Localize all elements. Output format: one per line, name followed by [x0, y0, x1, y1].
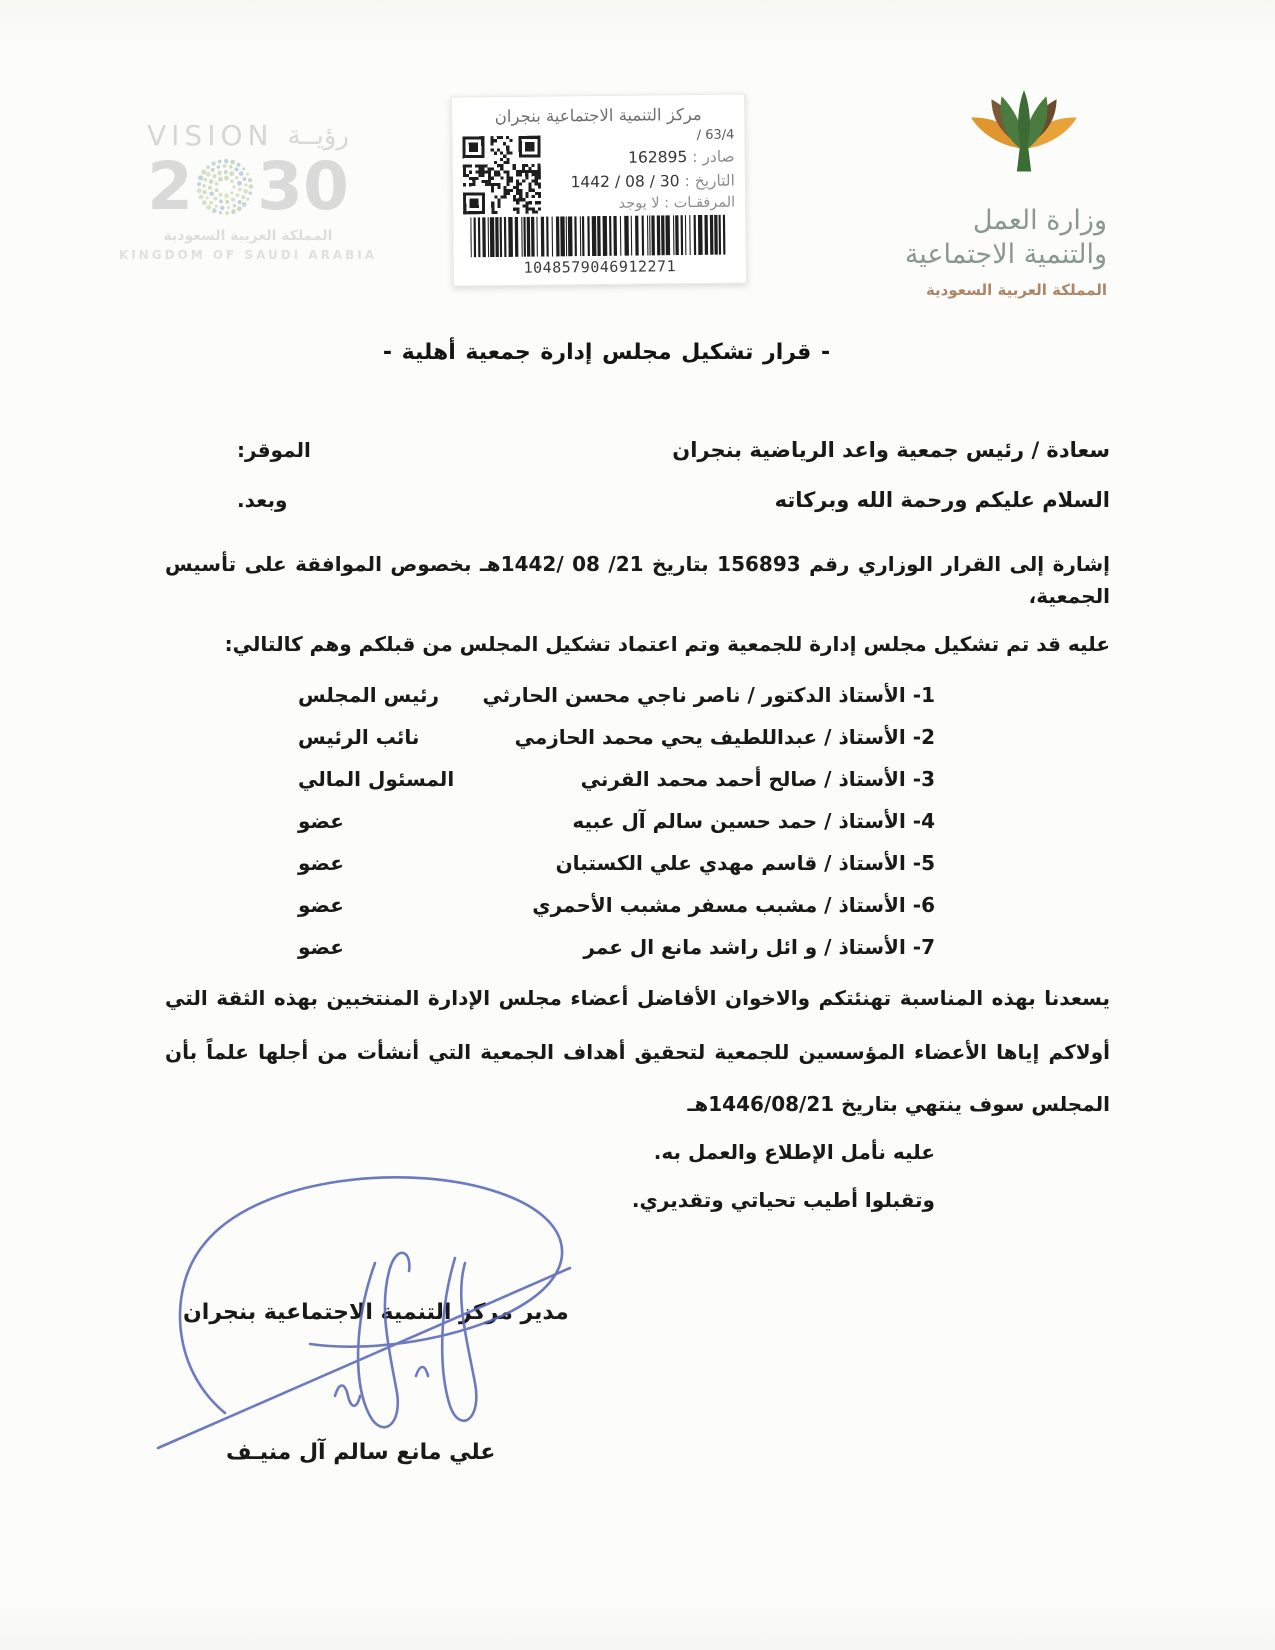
greeting-suffix: وبعد. [237, 488, 288, 512]
board-member-row [165, 716, 1110, 758]
member-role: عضو [298, 893, 344, 917]
board-member-row [165, 926, 1110, 968]
saudi-emblem-icon [195, 157, 255, 217]
vision-2030-logo [103, 119, 393, 262]
member-name-text: الأستاذ / مشبب مسفر مشبب الأحمري [532, 893, 906, 917]
stamp-attachments-value: لا يوجد [618, 195, 660, 212]
barcode-icon [470, 215, 728, 258]
ministry-logo [862, 88, 1107, 299]
greeting-row [165, 488, 1110, 512]
board-member-row [165, 800, 1110, 842]
member-name-text: الأستاذ / قاسم مهدي علي الكستبان [555, 851, 906, 875]
addressee-honorific: الموقر: [237, 438, 311, 462]
board-member-row [165, 842, 1110, 884]
registry-stamp [451, 93, 747, 286]
member-name-text: الأستاذ الدكتور / ناصر ناجي محسن الحارثي [482, 683, 906, 707]
board-member-row [165, 674, 1110, 716]
vision-year-left: 2 [147, 148, 194, 225]
ministry-name-line2: والتنمية الاجتماعية [904, 238, 1107, 270]
member-number: 6- [912, 893, 935, 917]
member-role: رئيس المجلس [298, 683, 440, 707]
member-number: 2- [912, 725, 935, 749]
ministry-name-line1: وزارة العمل [972, 205, 1107, 236]
closing-line-3: المجلس سوف ينتهي بتاريخ 1446/08/21هـ [687, 1092, 1110, 1116]
member-name [581, 767, 935, 791]
greeting: السلام عليكم ورحمة الله وبركاته [774, 488, 1110, 512]
qr-code-icon [462, 135, 541, 214]
member-name [515, 725, 935, 749]
member-role: عضو [298, 935, 344, 959]
member-role: نائب الرئيس [298, 725, 420, 749]
member-number: 5- [912, 851, 935, 875]
signer-name: علي مانع سالم آل منيـف [226, 1440, 496, 1465]
stamp-attachments-label: المرفقـات : [664, 194, 736, 212]
stamp-date-line [543, 168, 735, 194]
member-name [532, 893, 935, 917]
vision-year-right: 30 [257, 148, 349, 225]
intro-line-2: عليه قد تم تشكيل مجلس إدارة للجمعية وتم اعتماد تشكيل المجلس من قبلكم وهم كالتالي: [224, 632, 1110, 656]
stamp-attachments-line [543, 192, 735, 214]
addressee: سعادة / رئيس جمعية واعد الرياضية بنجران [672, 438, 1110, 462]
closing-line-5: وتقبلوا أطيب تحياتي وتقديري. [631, 1188, 935, 1212]
member-number: 3- [912, 767, 935, 791]
member-role: عضو [298, 809, 344, 833]
palm-tree-icon [963, 88, 1085, 200]
vision-kingdom-ar: المملكة العربية السعودية [163, 228, 333, 244]
vision-word-en: VISION [147, 119, 274, 152]
stamp-org-name: مركز التنمية الاجتماعية بنجران [494, 104, 702, 127]
vision-word-ar: رؤيــة [287, 121, 349, 151]
member-number: 4- [912, 809, 935, 833]
board-member-row [165, 884, 1110, 926]
closing-line-2: أولاكم إياها الأعضاء المؤسسين للجمعية لتحقيق أهداف الجمعية التي أنشأت من أجلها علماً بأن [165, 1040, 1110, 1064]
stamp-issued-label: صادر : [692, 147, 735, 166]
vision-year [103, 148, 393, 225]
barcode-number: 1048579046912271 [523, 257, 677, 277]
signer-title: مدير مركز التنمية الاجتماعية بنجران [183, 1300, 569, 1325]
member-name-text: الأستاذ / حمد حسين سالم آل عبيه [572, 809, 906, 833]
member-number: 7- [912, 935, 935, 959]
intro-line-1: إشارة إلى القرار الوزاري رقم 156893 بتاريخ 21/ 08 /1442هـ بخصوص الموافقة على تأسيس الجمعية، [165, 552, 1110, 608]
member-role: عضو [298, 851, 344, 875]
board-members-list [165, 674, 1110, 968]
member-name-text: الأستاذ / عبداللطيف يحي محمد الحازمي [514, 725, 906, 749]
stamp-fields [540, 127, 735, 214]
member-role: المسئول المالي [298, 767, 455, 791]
vision-kingdom-en: KINGDOM OF SAUDI ARABIA [118, 248, 378, 262]
member-number: 1- [912, 683, 935, 707]
board-member-row [165, 758, 1110, 800]
member-name-text: الأستاذ / و ائل راشد مانع ال عمر [583, 935, 906, 959]
member-name [572, 809, 935, 833]
vision-wordmark [103, 119, 393, 152]
letter-body [165, 438, 1110, 1212]
stamp-date-label: التاريخ : [684, 171, 735, 190]
stamp-issued-line [543, 144, 735, 170]
closing-line-4: عليه نأمل الإطلاع والعمل به. [653, 1140, 935, 1164]
addressee-row [165, 438, 1110, 462]
stamp-ref-number: / 63/4 [696, 127, 735, 143]
stamp-issued-value: 162895 [628, 147, 688, 167]
closing-line-1: يسعدنا بهذه المناسبة تهنئتكم والاخوان الأفاضل أعضاء مجلس الإدارة المنتخبين بهذه الثقة التي [165, 986, 1110, 1010]
ministry-kingdom: المملكة العربية السعودية [925, 280, 1107, 299]
member-name [482, 683, 935, 707]
document-title: - قرار تشكيل مجلس إدارة جمعية أهلية - [382, 340, 831, 365]
member-name-text: الأستاذ / صالح أحمد محمد القرني [580, 767, 906, 791]
member-name [583, 935, 935, 959]
stamp-date-value: 30 / 08 / 1442 [570, 171, 680, 192]
member-name [556, 851, 935, 875]
